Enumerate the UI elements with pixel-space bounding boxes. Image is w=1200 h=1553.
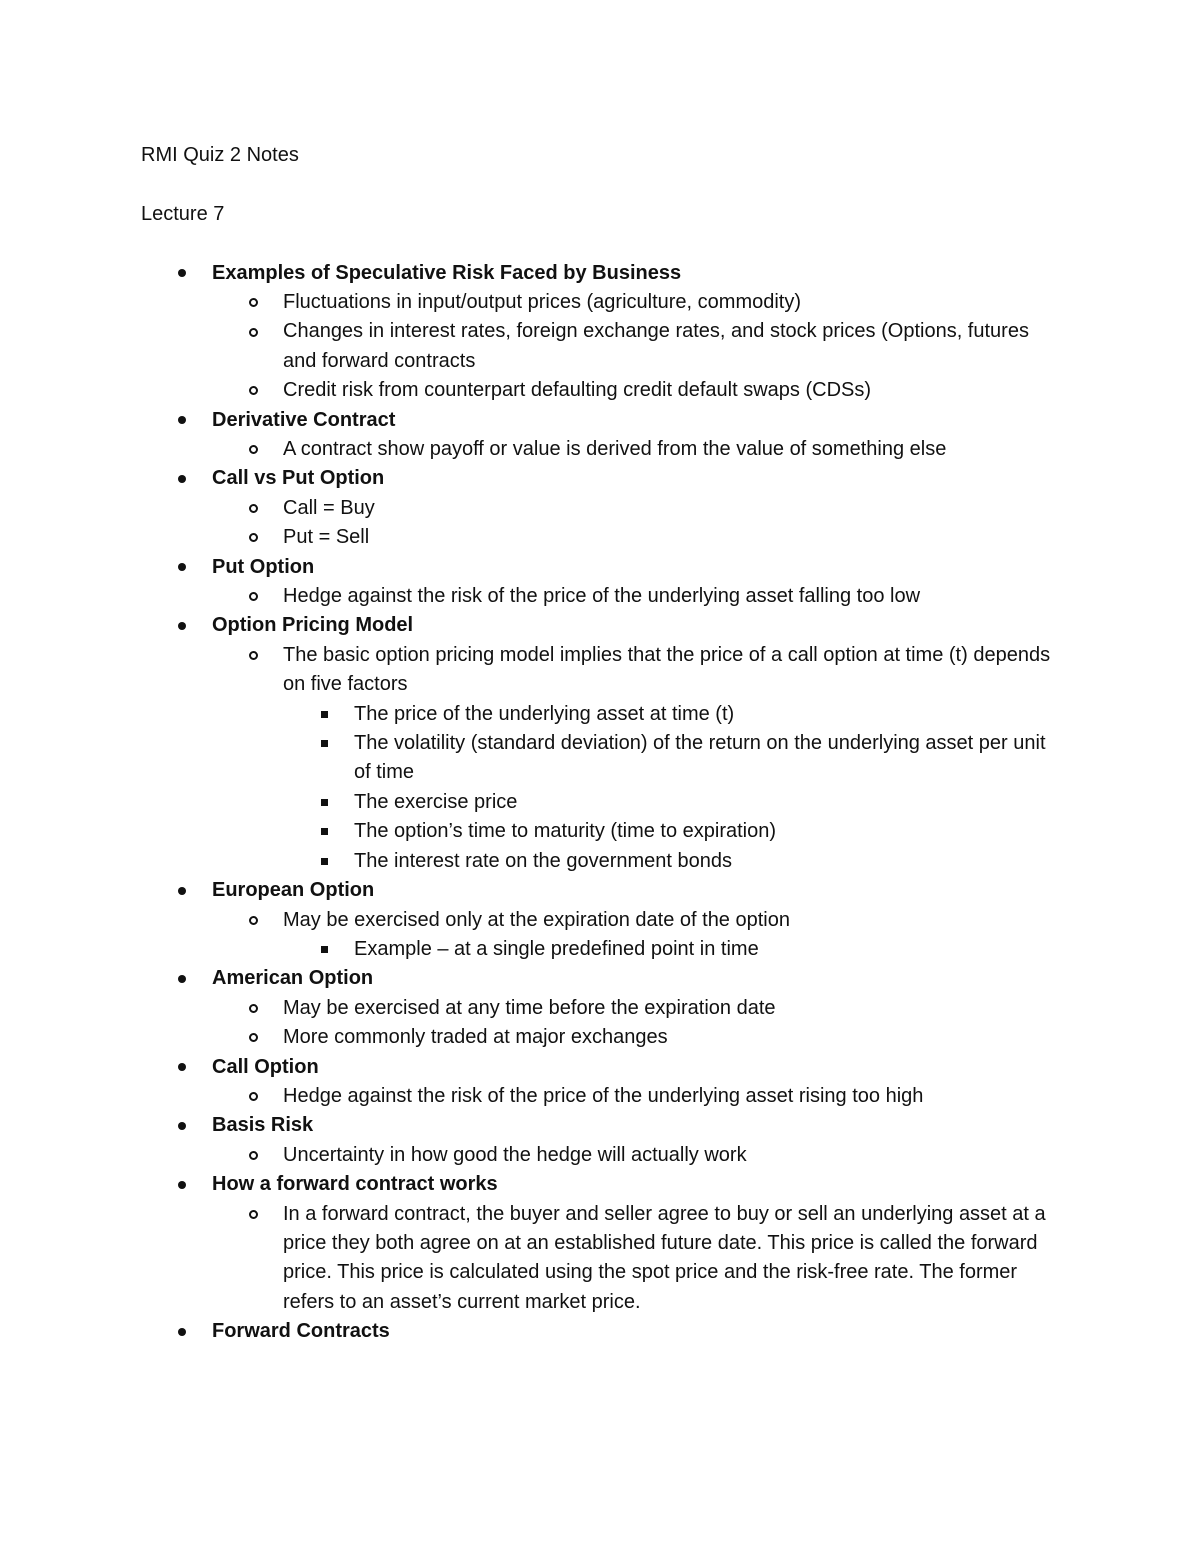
bullet-circle-icon [238,906,268,935]
nested-sublist [283,700,1061,876]
bullet-disc-icon [167,1053,197,1082]
bullet-disc-icon [167,1170,197,1199]
list-item-text: Credit risk from counterpart defaulting credit default swaps (CDSs) [283,379,872,402]
bullet-square-icon [309,700,339,729]
list-item-text: Call = Buy [283,496,375,519]
list-item [212,523,1061,552]
nested-list-item-text: The price of the underlying asset at time (t) [354,702,735,725]
list-item [212,1200,1061,1318]
list-item [212,288,1061,317]
list-item-text: May be exercised at any time before the expiration date [283,996,776,1019]
section-sublist [212,435,1061,464]
list-item-text: More commonly traded at major exchanges [283,1026,668,1049]
section-heading: Call Option [212,1055,319,1078]
list-item [212,1082,1061,1111]
nested-list-item [283,935,1061,964]
bullet-circle-icon [238,1200,268,1229]
list-item [212,906,1061,965]
list-item [212,994,1061,1023]
bullet-disc-icon [167,964,197,993]
list-item-text: In a forward contract, the buyer and seller agree to buy or sell an underlying asset at a price they both agree on at an established future date. This price is called the forward price. This price is calculated using the spot price and the risk-free rate. The former refers to an asset’s current market price. [283,1202,1046,1313]
nested-list-item [283,847,1061,876]
bullet-square-icon [309,817,339,846]
bullet-disc-icon [167,1317,197,1346]
bullet-circle-icon [238,1023,268,1052]
bullet-disc-icon [167,876,197,905]
bullet-circle-icon [238,994,268,1023]
nested-list-item [283,729,1061,788]
bullet-disc-icon [167,611,197,640]
bullet-disc-icon [167,259,197,288]
bullet-circle-icon [238,376,268,405]
nested-list-item-text: The exercise price [354,790,518,813]
nested-list-item [283,788,1061,817]
bullet-circle-icon [238,1141,268,1170]
document-page [141,141,1061,1347]
list-item-text: May be exercised only at the expiration date of the option [283,908,790,931]
section-sublist [212,494,1061,553]
bullet-disc-icon [167,464,197,493]
section-heading: Basis Risk [212,1114,314,1137]
list-item-text: Hedge against the risk of the price of the underlying asset rising too high [283,1084,924,1107]
section-heading: Option Pricing Model [212,614,414,637]
section-sublist [212,288,1061,406]
section-sublist [212,994,1061,1053]
nested-list-item-text: Example – at a single predefined point in time [354,937,759,960]
list-item [212,376,1061,405]
section-sublist [212,1200,1061,1318]
section-heading: Call vs Put Option [212,467,385,490]
section-heading: Forward Contracts [212,1320,390,1343]
bullet-disc-icon [167,406,197,435]
list-item-text: Put = Sell [283,526,370,549]
section-item [141,553,1061,612]
bullet-square-icon [309,729,339,758]
list-item-text: Changes in interest rates, foreign exchange rates, and stock prices (Options, futures and forward contracts [283,320,1029,372]
section-sublist [212,1082,1061,1111]
lecture-heading: Lecture 7 [141,202,225,225]
nested-list-item-text: The option’s time to maturity (time to expiration) [354,820,777,843]
notes-outline [141,259,1061,1347]
list-item [212,582,1061,611]
section-item [141,964,1061,1052]
section-sublist [212,641,1061,876]
list-item-text: Hedge against the risk of the price of the underlying asset falling too low [283,585,921,608]
section-sublist [212,1141,1061,1170]
bullet-circle-icon [238,494,268,523]
document-title: RMI Quiz 2 Notes [141,144,299,166]
list-item-text: A contract show payoff or value is derived from the value of something else [283,438,947,460]
nested-list-item-text: The volatility (standard deviation) of the return on the underlying asset per unit of time [354,732,1046,784]
bullet-circle-icon [238,523,268,552]
bullet-circle-icon [238,288,268,317]
list-item [212,317,1061,376]
section-heading: Examples of Speculative Risk Faced by Business [212,261,682,284]
section-item [141,406,1061,465]
list-item [212,494,1061,523]
section-item [141,611,1061,876]
bullet-circle-icon [238,1082,268,1111]
bullet-square-icon [309,847,339,876]
section-item [141,1170,1061,1317]
bullet-circle-icon [238,435,268,464]
section-item [141,259,1061,406]
section-heading: How a forward contract works [212,1173,498,1196]
list-item-text: The basic option pricing model implies that the price of a call option at time (t) depends on five factors [283,643,1051,696]
list-item-text: Fluctuations in input/output prices (agriculture, commodity) [283,290,802,313]
bullet-disc-icon [167,553,197,582]
section-sublist [212,906,1061,965]
section-sublist [212,582,1061,611]
nested-list-item-text: The interest rate on the government bonds [354,849,733,872]
list-item [212,641,1061,876]
section-item [141,1053,1061,1112]
list-item-text: Uncertainty in how good the hedge will actually work [283,1143,747,1166]
bullet-circle-icon [238,641,268,670]
list-item [212,1023,1061,1052]
section-heading: Derivative Contract [212,408,396,431]
section-heading: Put Option [212,555,315,578]
section-item [141,464,1061,552]
section-item [141,1111,1061,1170]
bullet-disc-icon [167,1111,197,1140]
bullet-square-icon [309,935,339,964]
section-heading: American Option [212,967,374,990]
bullet-square-icon [309,788,339,817]
nested-list-item [283,700,1061,729]
section-heading: European Option [212,879,375,902]
bullet-circle-icon [238,582,268,611]
nested-list-item [283,817,1061,846]
nested-sublist [283,935,1061,964]
section-item [141,876,1061,964]
section-item [141,1317,1061,1346]
list-item [212,435,1061,464]
list-item [212,1141,1061,1170]
bullet-circle-icon [238,317,268,346]
